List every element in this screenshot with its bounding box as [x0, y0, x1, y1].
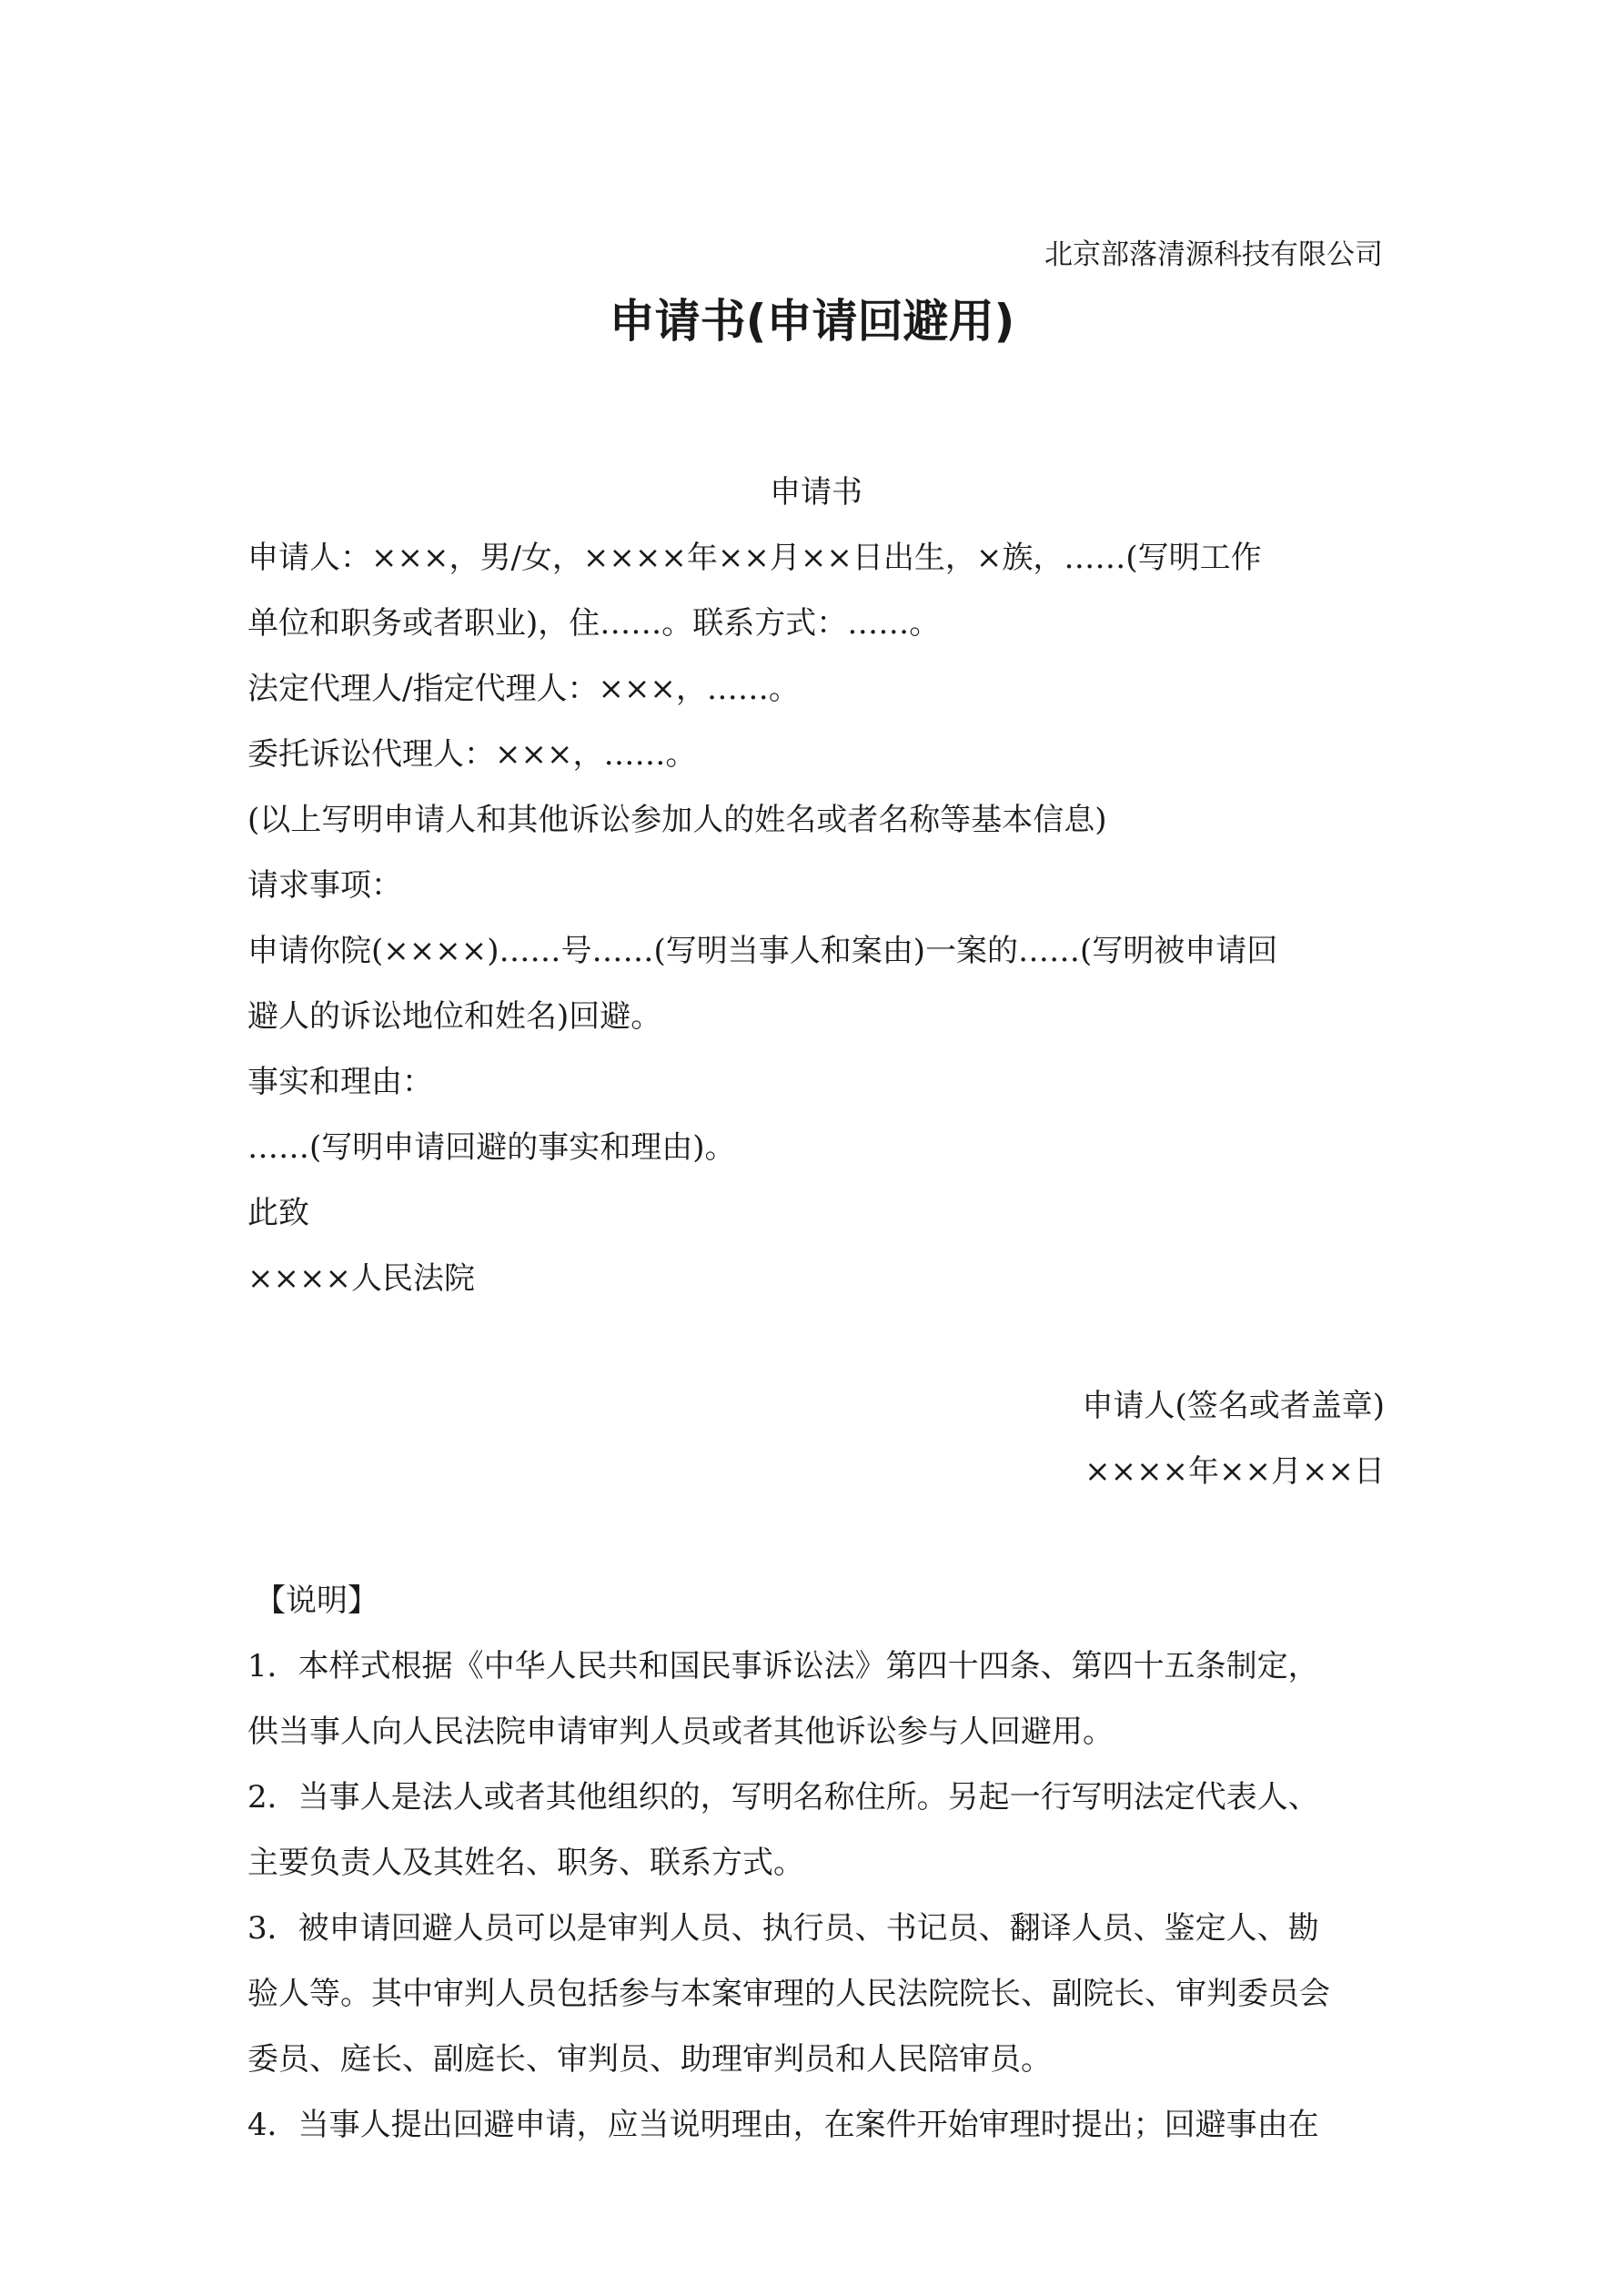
- signature-applicant: 申请人(签名或者盖章): [1082, 1388, 1385, 1424]
- notes-title: 【说明】: [255, 1583, 378, 1619]
- body-line-request-cont: 避人的诉讼地位和姓名)回避。: [247, 998, 662, 1035]
- body-line-facts-heading: 事实和理由：: [247, 1064, 433, 1100]
- body-line-salutation: 此致: [247, 1195, 309, 1231]
- body-line-litigation-agent: 委托诉讼代理人：×××，……。: [247, 736, 697, 773]
- body-line-request: 申请你院(××××)……号……(写明当事人和案由)一案的……(写明被申请回: [247, 933, 1278, 969]
- notes-line: 3．被申请回避人员可以是审判人员、执行员、书记员、翻译人员、鉴定人、勘: [247, 1910, 1319, 1947]
- company-name: 北京部落清源科技有限公司: [1044, 238, 1383, 271]
- notes-line: 1．本样式根据《中华人民共和国民事诉讼法》第四十四条、第四十五条制定，: [247, 1648, 1319, 1684]
- body-line-facts: ……(写明申请回避的事实和理由)。: [247, 1129, 736, 1166]
- notes-line: 验人等。其中审判人员包括参与本案审理的人民法院院长、副院长、审判委员会: [247, 1976, 1330, 2012]
- spacer: [247, 1311, 1385, 1373]
- spacer: [247, 1504, 1385, 1568]
- body-line-request-heading: 请求事项：: [247, 867, 402, 904]
- document-content: [247, 460, 1385, 2158]
- document-title: 申请书(申请回避用): [609, 295, 1015, 348]
- notes-line: 委员、庭长、副庭长、审判员、助理审判员和人民陪审员。: [247, 2041, 1052, 2078]
- body-line-applicant: 申请人：×××，男/女，××××年××月××日出生，×族，……(写明工作: [247, 540, 1262, 576]
- body-line-court: ××××人民法院: [247, 1260, 475, 1297]
- body-line-applicant-cont: 单位和职务或者职业)，住……。联系方式：……。: [247, 605, 941, 642]
- notes-line: 供当事人向人民法院申请审判人员或者其他诉讼参与人回避用。: [247, 1714, 1114, 1750]
- notes-line: 主要负责人及其姓名、职务、联系方式。: [247, 1845, 804, 1881]
- body-heading: 申请书: [770, 474, 862, 511]
- signature-date: ××××年××月××日: [1084, 1453, 1385, 1490]
- body-line-info-note: (以上写明申请人和其他诉讼参加人的姓名或者名称等基本信息): [247, 802, 1107, 838]
- notes-line: 4．当事人提出回避申请，应当说明理由，在案件开始审理时提出；回避事由在: [247, 2107, 1319, 2143]
- body-line-legal-agent: 法定代理人/指定代理人：×××，……。: [247, 671, 800, 707]
- notes-line: 2．当事人是法人或者其他组织的，写明名称住所。另起一行写明法定代表人、: [247, 1779, 1319, 1816]
